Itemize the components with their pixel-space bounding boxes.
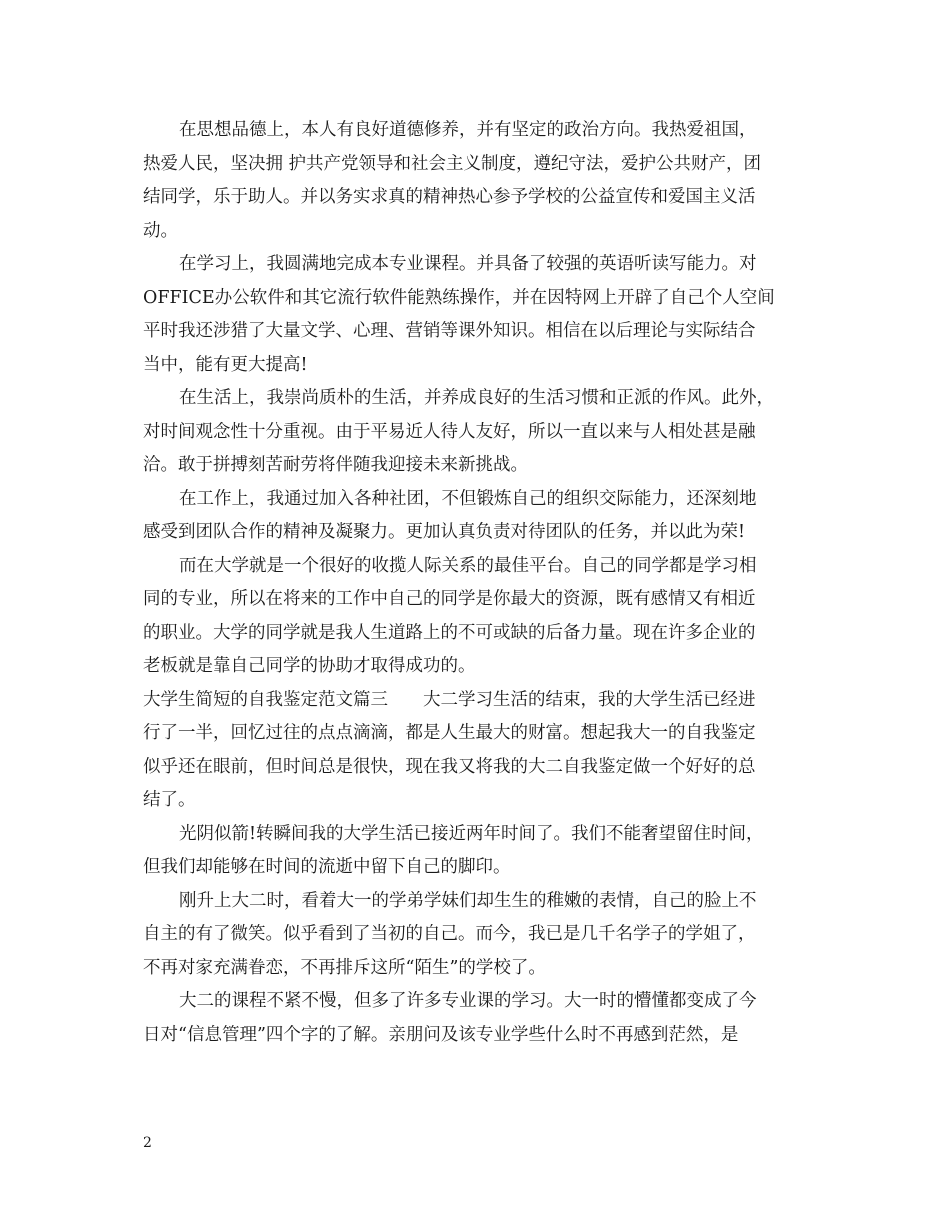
text-line: 而在大学就是一个很好的收揽人际关系的最佳平台。自己的同学都是学习相 (179, 555, 757, 576)
text-line: 对时间观念性十分重视。由于平易近人待人友好，所以一直以来与人相处甚是融 (143, 421, 756, 442)
text-line: 不再对家充满眷恋，不再排斥这所“陌生”的学校了。 (143, 957, 546, 978)
text-line: 洽。敢于拼搏刻苦耐劳将伴随我迎接未来新挑战。 (143, 455, 528, 475)
document-body (143, 114, 813, 1052)
text-line: 感受到团队合作的精神及凝聚力。更加认真负责对待团队的任务，并以此为荣! (143, 522, 746, 542)
text-line: 当中，能有更大提高! (143, 354, 308, 375)
text-line: 在工作上，我通过加入各种社团，不但锻炼自己的组织交际能力，还深刻地 (179, 488, 757, 509)
text-line: 老板就是靠自己同学的协助才取得成功的。 (143, 656, 476, 676)
text-line: 结了。 (143, 790, 196, 810)
text-line: 热爱人民，坚决拥 护共产党领导和社会主义制度，遵纪守法，爱护公共财产，团 (143, 153, 762, 174)
text-line: 在思想品德上，本人有良好道德修养，并有坚定的政治方向。我热爱祖国， (179, 120, 757, 140)
text-line: 日对“信息管理”四个字的了解。亲朋问及该专业学些什么时不再感到茫然，是 (143, 1024, 739, 1045)
text-line: 平时我还涉猎了大量文学、心理、营销等课外知识。相信在以后理论与实际结合 (143, 321, 756, 341)
text-line: 似乎还在眼前，但时间总是很快，现在我又将我的大二自我鉴定做一个好好的总 (143, 756, 756, 777)
text-line: 刚升上大二时，看着大一的学弟学妹们却生生的稚嫩的表情，自己的脸上不 (179, 890, 757, 911)
text-line: 大二的课程不紧不慢，但多了许多专业课的学习。大一时的懵懂都变成了今 (179, 991, 757, 1011)
text-line: 同的专业，所以在将来的工作中自己的同学是你最大的资源，既有感情又有相近 (143, 589, 756, 609)
text-line: 在学习上，我圆满地完成本专业课程。并具备了较强的英语听读写能力。对 (179, 254, 757, 274)
text-line: 的职业。大学的同学就是我人生道路上的不可或缺的后备力量。现在许多企业的 (143, 622, 756, 643)
text-line: 光阴似箭!转瞬间我的大学生活已接近两年时间了。我们不能奢望留住时间， (179, 823, 764, 844)
text-line: 结同学，乐于助人。并以务实求真的精神热心参予学校的公益宣传和爱国主义活 (143, 187, 756, 207)
text-line: 行了一半，回忆过往的点点滴滴，都是人生最大的财富。想起我大一的自我鉴定 (143, 723, 756, 743)
text-line: 在生活上，我崇尚质朴的生活，并养成良好的生活习惯和正派的作风。此外， (179, 388, 774, 408)
text-line: OFFICE办公软件和其它流行软件能熟练操作，并在因特网上开辟了自己个人空间 (143, 287, 775, 308)
text-line: 大学生简短的自我鉴定范文篇三 大二学习生活的结束，我的大学生活已经进 (143, 689, 756, 710)
text-line: 但我们却能够在时间的流逝中留下自己的脚印。 (143, 857, 511, 877)
text-line: 自主的有了微笑。似乎看到了当初的自己。而今，我已是几千名学子的学姐了， (143, 924, 756, 944)
text-line: 动。 (143, 220, 178, 241)
page-number: 2 (143, 1135, 152, 1151)
